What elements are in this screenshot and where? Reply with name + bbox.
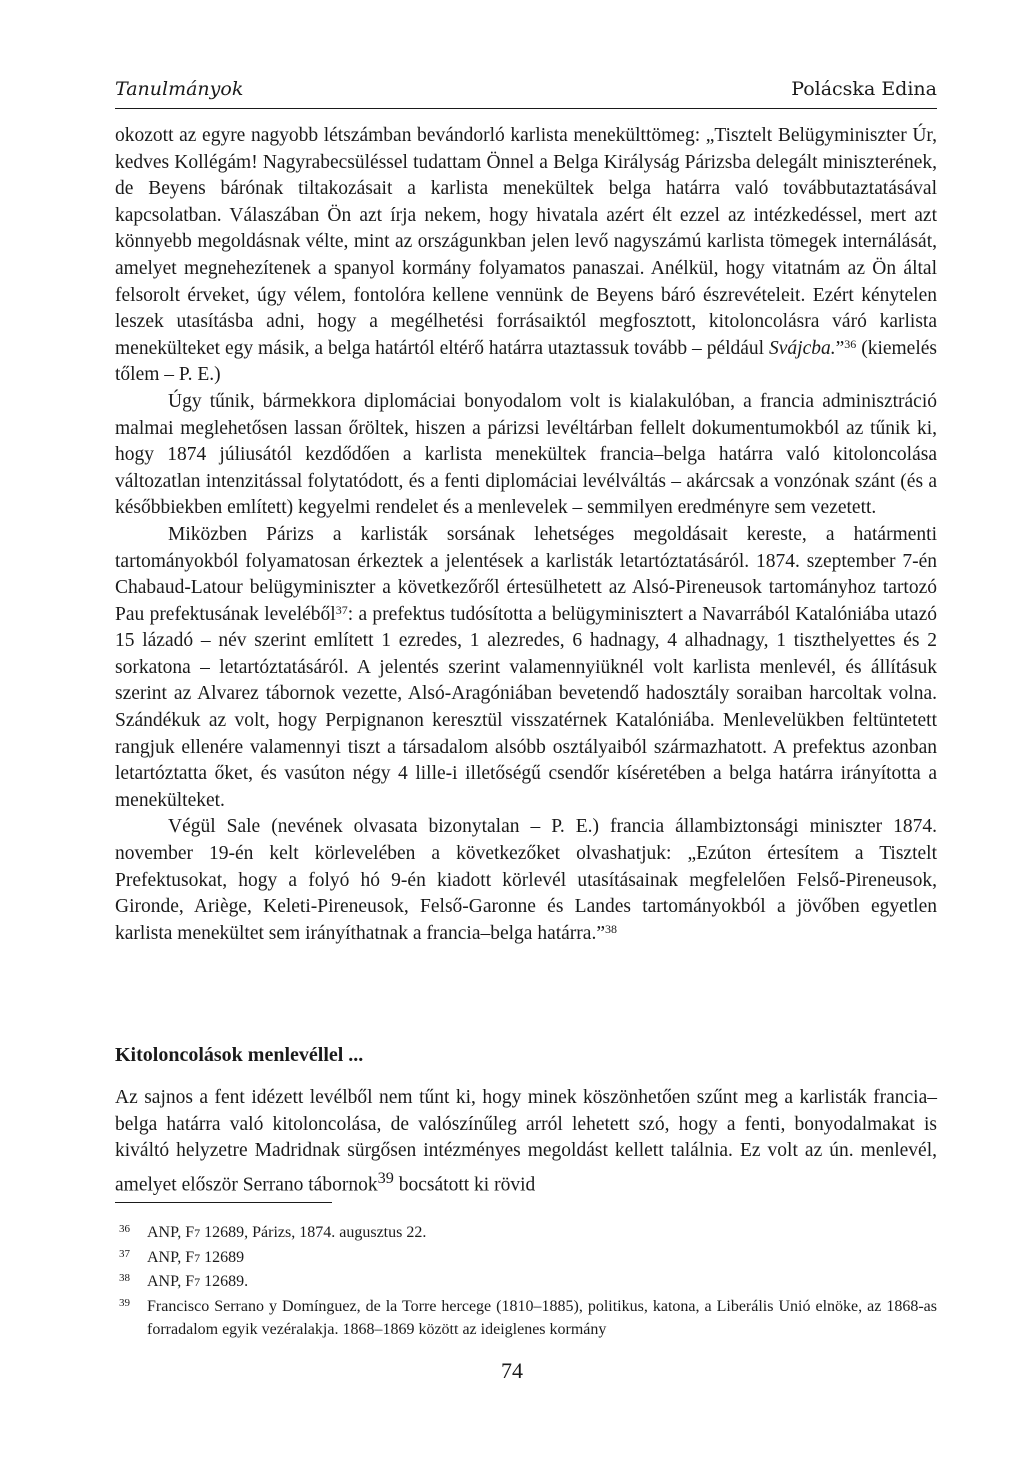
paragraph-2: Úgy tűnik, bármekkora diplomáciai bonyodalom volt is kialakulóban, a francia adminisztráció malmai meglehetősen lassan őröltek, hiszen a párizsi levéltárban fellelt dokumentumokból az tűnik ki, hogy 1874 júliusától kezdődően a karlista menekültek francia–belga határra való kitoloncolása változatlan intenzitással folytatódott, és a fenti diplomáciai levélváltás – akárcsak a vonzónak szánt (és a későbbiekben említett) kegyelmi rendelet és a menlevelek – semmilyen eredményre sem vezetett.: [115, 390, 937, 519]
footnote-item: [115, 1295, 937, 1343]
footnote-number: 38: [119, 1272, 130, 1284]
paragraph-4: [115, 814, 937, 947]
paragraph-5: [115, 1085, 937, 1199]
footnote-text: ANP, F: [147, 1248, 195, 1266]
footnote-ref-38: 38: [604, 921, 617, 936]
header-author: Polácska Edina: [791, 78, 937, 100]
paragraph-1-tail: (kiemelés tőlem – P. E.): [115, 337, 937, 386]
footnote-text: ANP, F: [147, 1273, 195, 1290]
footnote-item: [115, 1270, 937, 1295]
footnote-text-tail: 12689: [200, 1248, 245, 1266]
paragraph-3-tail: : a prefektus tudósította a belügyminisztert a Navarrából Katalóniába utazó 15 lázadó – név szerint említett 1 ezredes, 1 alezredes, 6 hadnagy, 4 alhadnagy, 1 tiszthelyettes és 2 sorkatona – letartóztatásáról. A jelentés szerint valamennyiüknél volt karlista menlevél, és állításuk szerint az Alvarez tábornok vezette, Alsó-Aragóniában bevetendő hadosztály soraiban harcoltak volna. Szándékuk az volt, hogy Perpignanon keresztül visszatérnek Katalóniába. Menlevelükben feltüntetett rangjuk ellenére valamennyi tiszt a társadalom alsóbb osztályaiból származhatott. A prefektus azonban letartóztatta őket, és vasúton négy 4 lille-i illetőségű csendőr kíséretében a belga határra irányította a menekülteket.: [115, 603, 937, 811]
footnote-number: 37: [119, 1247, 130, 1260]
footnote-number: 39: [119, 1296, 130, 1309]
paragraph-1-text: okozott az egyre nagyobb létszámban bevándorló karlista menekülttömeg: „Tisztelt Belügyminiszter Úr, kedves Kollégám! Nagyrabecsüléssel tudattam Önnel a Belga Királyság Párizsba delegált miniszterének, de Beyens bárónak tiltakozásait a karlista menekültek belga határra való továbbutaztatásával kapcsolatban. Válaszában Ön azt írja nekem, hogy hivatala azért élt ezzel az intézkedéssel, mert azt könnyebb megoldásnak vélte, mint az országunkban jelen levő nagyszámú karlista tömegek internálását, amelyet megnehezítenek a spanyol kormány folyamatos panaszai. Anélkül, hogy vitatnám az Ön által felsorolt érveket, úgy vélem, fontolóra kellene vennünk de Beyens báró észrevételeit. Ezért kénytelen leszek utasításba adni, hogy a megélhetési forrásaiktól megfosztott, kitoloncolásra váró karlista menekülteket egy másik, a belga határtól eltérő határra utaztassuk tovább – például: [115, 125, 937, 359]
main-body-text: [115, 123, 937, 947]
footnote-text-tail: 12689, Párizs, 1874. augusztus 22.: [200, 1224, 427, 1241]
paragraph-3-text: Miközben Párizs a karlisták sorsának lehetséges megoldásait kereste, a határmenti tartományokból folyamatosan érkeztek a jelentések a karlisták letartóztatásáról. 1874. szeptember 7-én Chabaud-Latour belügyminiszter a következőről értesülhetett az Alsó-Pireneusok tartományhoz tartozó Pau prefektusának leveléből: [115, 523, 937, 625]
footnote-text-tail: 12689.: [200, 1273, 249, 1290]
footnote-series-sub: 7: [194, 1250, 201, 1265]
footnote-text: ANP, F: [147, 1224, 195, 1241]
running-header: [115, 78, 937, 109]
paragraph-5-tail: bocsátott ki rövid: [393, 1174, 536, 1196]
footnote-item: [115, 1221, 937, 1246]
footnote-ref-39: 39: [377, 1168, 394, 1187]
footnote-ref-37: 37: [335, 602, 348, 617]
footnote-text: Francisco Serrano y Domínguez, de la Torre hercege (1810–1885), politikus, katona, a Liberális Unió elnöke, az 1868-as forradalom egyik vezéralakja. 1868–1869 között az ideiglenes kormány: [147, 1297, 937, 1338]
paragraph-1-quote-end: ”: [835, 337, 845, 359]
footnote-series-sub: 7: [194, 1275, 201, 1289]
section-body-text: [115, 1085, 937, 1199]
paragraph-3: [115, 522, 937, 815]
footnotes: [115, 1221, 937, 1343]
paragraph-1-italic: Svájcba.: [769, 337, 836, 359]
footnote-number: 36: [119, 1223, 130, 1235]
paragraph-5-text: Az sajnos a fent idézett levélből nem tűnt ki, hogy minek köszönhetően szűnt meg a karlisták francia–belga határra való kitoloncolása, de valószínűleg arról lehetett szó, hogy a fenti, bonyodalmakat is kiváltó helyzetre Madridnak sürgősen intézményes megoldást kellett találnia. Ez volt az ún. menlevél, amelyet először Serrano tábornok: [115, 1087, 937, 1196]
footnote-series-sub: 7: [194, 1226, 201, 1240]
paragraph-4-text: Végül Sale (nevének olvasata bizonytalan – P. E.) francia állambiztonsági miniszter 1874. november 19-én kelt körlevelében a következőket olvashatjuk: „Ezúton értesítem a Tisztelt Prefektusokat, hogy a folyó hó 9-én kiadott körlevél utasításainak megfelelően Felső-Pireneusok, Gironde, Ariège, Keleti-Pireneusok, Felső-Garonne és Landes tartományokból a jövőben egyetlen karlista menekültet sem irányíthatnak a francia–belga határra.”: [115, 816, 937, 944]
page-number: 74: [501, 1358, 523, 1383]
footnote-divider: [115, 1202, 332, 1203]
footnote-item: [115, 1246, 937, 1271]
header-section-title: Tanulmányok: [115, 78, 244, 100]
paragraph-1: [115, 123, 937, 389]
section-heading: Kitoloncolások menlevéllel ...: [115, 1044, 364, 1066]
footnote-ref-36: 36: [844, 336, 857, 351]
